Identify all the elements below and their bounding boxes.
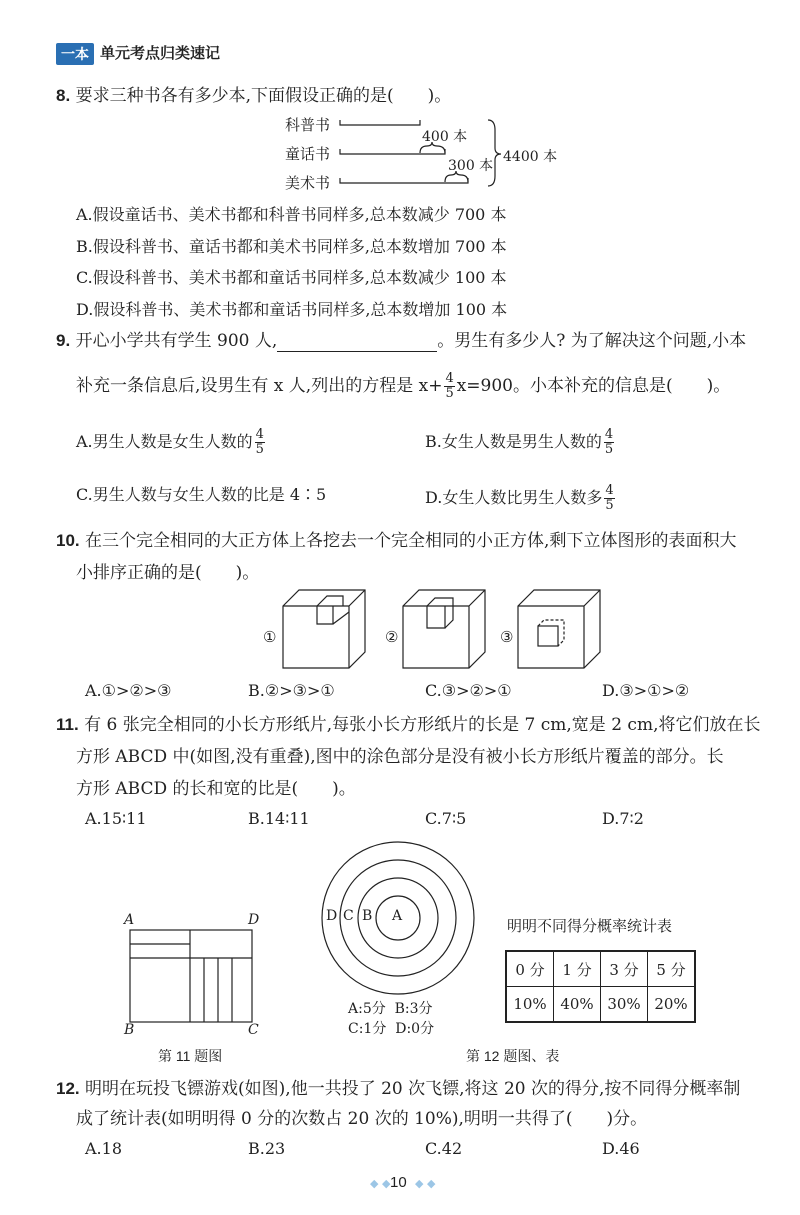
- ring-a-label: A: [392, 908, 403, 924]
- q10-number: 10.: [56, 531, 80, 550]
- corner-c: C: [248, 1022, 259, 1038]
- section-title: 单元考点归类速记: [100, 45, 221, 62]
- q9-text-a: 开心小学共有学生 900 人,: [75, 331, 278, 351]
- q12-line2: 成了统计表(如明明得 0 分的次数占 20 次的 10%),明明一共得了( )分。: [76, 1109, 648, 1129]
- table-cell: 30%: [601, 987, 648, 1023]
- q12-option-c[interactable]: C.42: [425, 1139, 463, 1158]
- frac-d: 5: [255, 442, 264, 457]
- q11-line3: 方形 ABCD 的长和宽的比是( )。: [76, 779, 356, 799]
- brace-400: [420, 142, 445, 153]
- frac-d: 5: [604, 442, 614, 457]
- q8-text: 要求三种书各有多少本,下面假设正确的是( )。: [75, 86, 452, 106]
- score-line-2: C:1分 D:0分: [348, 1021, 435, 1037]
- label-story-books: 童话书: [285, 145, 331, 163]
- q11-option-c[interactable]: C.7∶5: [425, 809, 467, 828]
- ring-b-label: B: [362, 908, 373, 924]
- q12-text-1: 明明在玩投飞镖游戏(如图),他一共投了 20 次飞镖,将这 20 次的得分,按不同得分概率制: [85, 1079, 741, 1099]
- q9-blank[interactable]: [277, 335, 437, 352]
- cube-3: [518, 590, 600, 668]
- q9-number: 9.: [56, 331, 71, 350]
- diff-300: 300 本: [448, 158, 494, 174]
- score-line-1: A:5分 B:3分: [348, 1001, 433, 1017]
- fig-label-2: ②: [385, 628, 399, 646]
- label-science-books: 科普书: [285, 116, 331, 134]
- q8-option-b[interactable]: B.假设科普书、童话书都和美术书同样多,总本数增加 700 本: [76, 237, 507, 256]
- q10-option-b[interactable]: B.②>③>①: [248, 681, 335, 700]
- q11-option-d[interactable]: D.7∶2: [602, 809, 644, 828]
- q9-equation-b: x=900。小本补充的信息是( )。: [456, 376, 731, 396]
- table-row: [506, 987, 695, 1023]
- table-cell: 20%: [648, 987, 696, 1023]
- table-cell: 0 分: [506, 951, 554, 987]
- rectangle-abcd: [120, 912, 270, 1042]
- cube-2: [403, 590, 485, 668]
- q9-option-b-text: B.女生人数是男生人数的: [425, 432, 602, 451]
- q12-option-a[interactable]: A.18: [85, 1139, 122, 1158]
- q9-option-d-fraction: [604, 484, 614, 513]
- frac-n: 4: [604, 427, 614, 442]
- q10-line1: [56, 530, 736, 552]
- frac-n: 4: [255, 427, 264, 442]
- fig-label-1: ①: [263, 628, 277, 646]
- table-title: 明明不同得分概率统计表: [507, 917, 673, 935]
- q9-line2: [76, 372, 730, 401]
- q9-option-d-text: D.女生人数比男生人数多: [425, 488, 603, 507]
- page-number: 10: [390, 1174, 407, 1191]
- q9-equation-fraction: [444, 372, 454, 401]
- fig-label-3: ③: [500, 628, 514, 646]
- q11-figure: [120, 912, 270, 1042]
- table-cell: 3 分: [601, 951, 648, 987]
- q8-stem: [56, 85, 451, 107]
- q9-option-b-fraction: [604, 428, 614, 457]
- science-bar: [340, 120, 420, 125]
- q8-option-c[interactable]: C.假设科普书、美术书都和童话书同样多,总本数减少 100 本: [76, 268, 507, 287]
- q11-number: 11.: [56, 715, 79, 734]
- q11-line1: [56, 714, 760, 736]
- q12-dartboard: [320, 838, 480, 1038]
- q12-caption: 第 12 题图、表: [466, 1048, 560, 1064]
- corner-b: B: [124, 1022, 135, 1038]
- decor-dots-right: ◆ ◆: [415, 1177, 436, 1190]
- decor-dots-left: ◆ ◆: [370, 1177, 391, 1190]
- ring-c-label: C: [343, 908, 354, 924]
- series-badge: 一本: [56, 43, 94, 65]
- q8-number: 8.: [56, 86, 71, 105]
- q11-caption: 第 11 题图: [158, 1048, 223, 1064]
- q10-option-d[interactable]: D.③>①>②: [602, 681, 690, 700]
- brace-300: [445, 171, 468, 182]
- corner-a: A: [124, 912, 135, 928]
- q12-option-b[interactable]: B.23: [248, 1139, 286, 1158]
- cube-1: [283, 590, 365, 668]
- corner-d: D: [248, 912, 260, 928]
- q11-option-a[interactable]: A.15∶11: [85, 809, 147, 828]
- cube-drawings: [263, 588, 603, 673]
- frac-numerator: 4: [445, 371, 454, 386]
- q9-text-b: 。男生有多少人? 为了解决这个问题,小本: [437, 331, 747, 351]
- total-4400: 4400 本: [503, 149, 558, 165]
- q9-equation-a: 补充一条信息后,设男生有 x 人,列出的方程是 x+: [76, 376, 443, 396]
- label-art-books: 美术书: [285, 174, 331, 192]
- frac-n: 4: [605, 483, 614, 498]
- story-bar: [340, 149, 445, 154]
- q10-line2: 小排序正确的是( )。: [76, 563, 260, 583]
- q11-option-b[interactable]: B.14∶11: [248, 809, 310, 828]
- ring-d-label: D: [326, 908, 338, 924]
- table-cell: 5 分: [648, 951, 696, 987]
- q9-option-b[interactable]: [425, 428, 616, 457]
- q8-diagram: [285, 112, 585, 197]
- score-probability-table: [505, 950, 696, 1023]
- table-cell: 10%: [506, 987, 554, 1023]
- frac-d: 5: [605, 498, 614, 513]
- q10-option-a[interactable]: A.①>②>③: [85, 681, 172, 700]
- frac-denominator: 5: [445, 386, 454, 401]
- q12-number: 12.: [56, 1079, 80, 1098]
- bar-diagram: [285, 112, 505, 197]
- q9-option-d[interactable]: [425, 484, 617, 513]
- q9-line1: [56, 330, 746, 352]
- table-cell: 40%: [554, 987, 601, 1023]
- art-bar: [340, 178, 468, 183]
- q10-option-c[interactable]: C.③>②>①: [425, 681, 512, 700]
- q11-text-1: 有 6 张完全相同的小长方形纸片,每张小长方形纸片的长是 7 cm,宽是 2 cm,将它们放在长: [84, 715, 761, 735]
- q12-option-d[interactable]: D.46: [602, 1139, 640, 1158]
- q11-line2: 方形 ABCD 中(如图,没有重叠),图中的涂色部分是没有被小长方形纸片覆盖的部分。长: [76, 747, 724, 767]
- total-brace: [488, 120, 501, 186]
- q9-option-a[interactable]: [76, 428, 267, 457]
- q8-option-a[interactable]: A.假设童话书、美术书都和科普书同样多,总本数减少 700 本: [76, 205, 507, 224]
- q9-option-c[interactable]: C.男生人数与女生人数的比是 4∶5: [76, 485, 327, 504]
- q12-line1: [56, 1078, 740, 1100]
- table-cell: 1 分: [554, 951, 601, 987]
- diff-400: 400 本: [422, 129, 468, 145]
- q9-option-a-text: A.男生人数是女生人数的: [76, 432, 253, 451]
- q8-option-d[interactable]: D.假设科普书、美术书都和童话书同样多,总本数增加 100 本: [76, 300, 508, 319]
- table-row: [506, 951, 695, 987]
- q9-option-a-fraction: [255, 428, 265, 457]
- q10-text-1: 在三个完全相同的大正方体上各挖去一个完全相同的小正方体,剩下立体图形的表面积大: [85, 531, 737, 551]
